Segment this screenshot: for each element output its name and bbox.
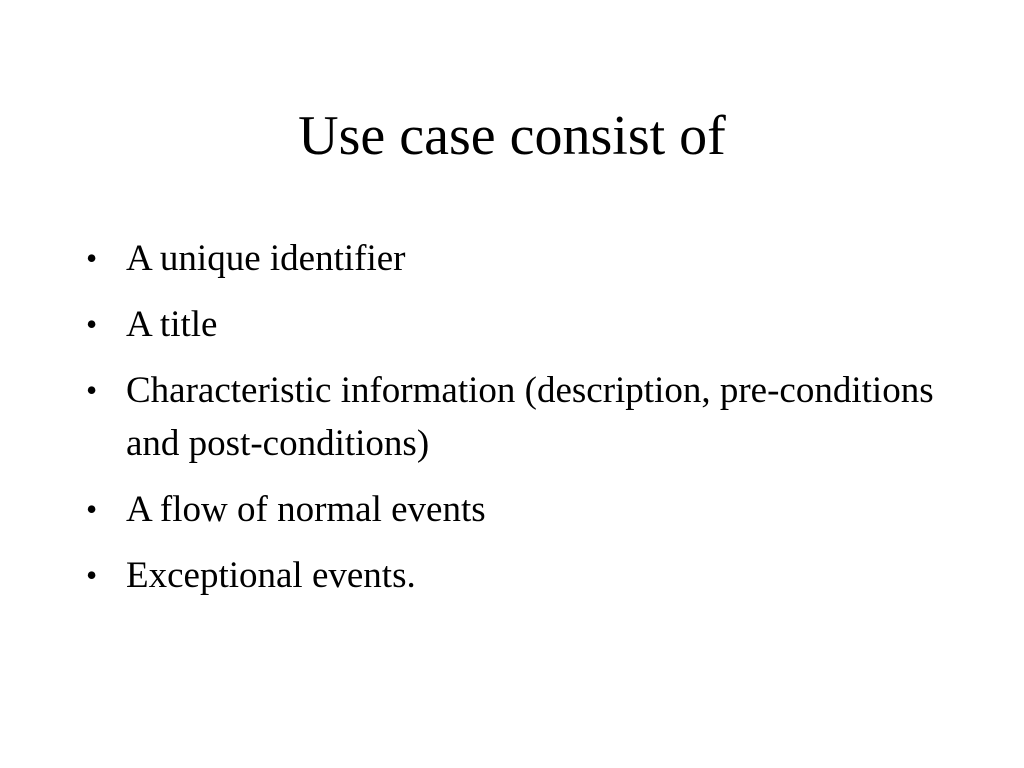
bullet-text: Exceptional events. [126,555,416,596]
bullet-list [86,232,966,615]
bullet-text: A unique identifier [126,238,406,279]
bullet-item-unique-identifier [86,232,966,285]
bullet-item-exceptional-events [86,549,966,602]
slide-title: Use case consist of [298,105,726,167]
bullet-text: Characteristic information (description, pre-conditions and post-conditions) [126,370,934,464]
bullet-icon: • [86,491,98,527]
bullet-icon: • [86,372,98,408]
bullet-text: A title [126,304,218,345]
bullet-item-characteristic-information [86,364,966,470]
bullet-icon: • [86,240,98,276]
bullet-icon: • [86,306,98,342]
bullet-text: A flow of normal events [126,489,486,530]
bullet-icon: • [86,557,98,593]
bullet-item-title [86,298,966,351]
bullet-item-normal-events [86,483,966,536]
